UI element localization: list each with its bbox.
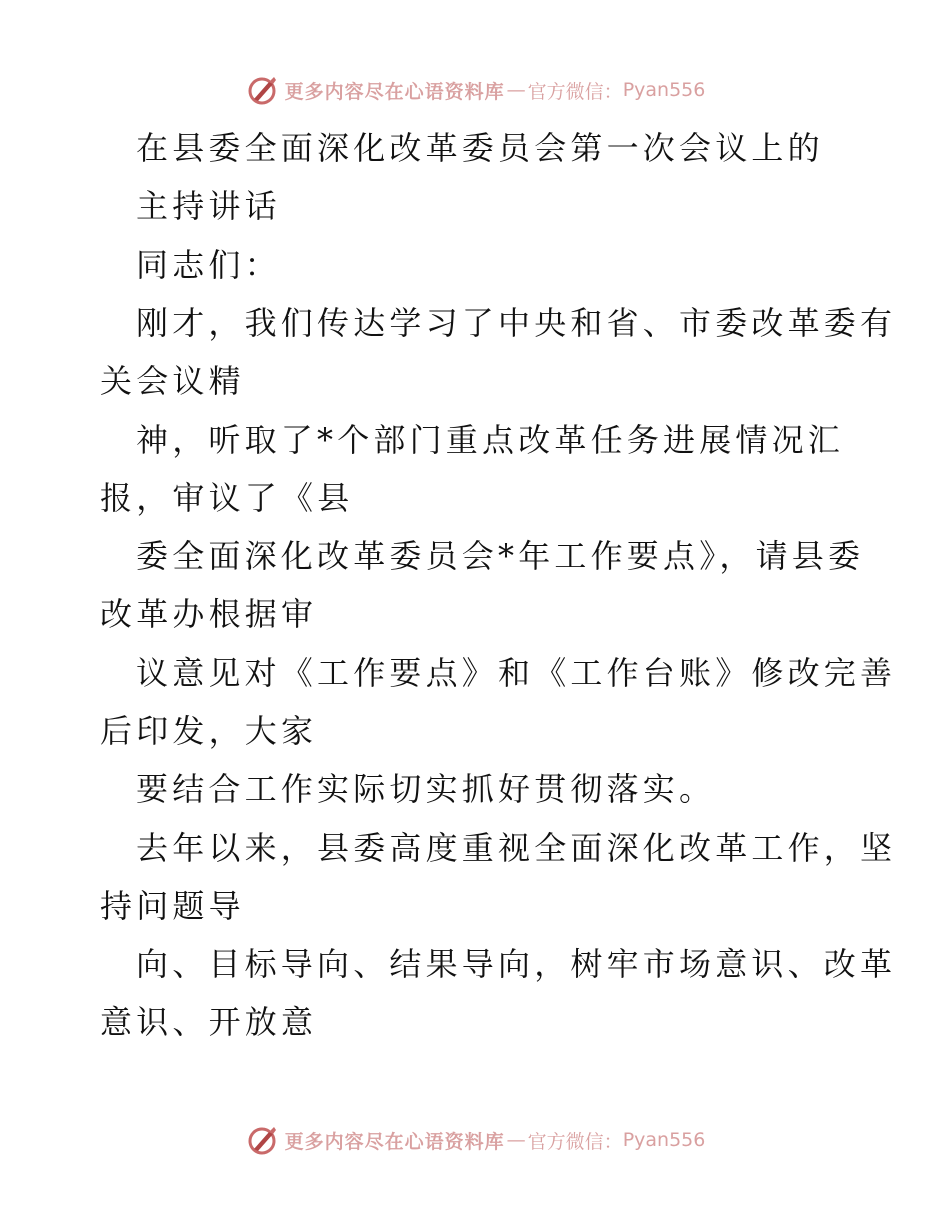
paragraph-line: 关会议精 [100,362,245,400]
paragraph-line: 神，听取了*个部门重点改革任务进展情况汇 [136,421,845,459]
paragraph-line: 向、目标导向、结果导向，树牢市场意识、改革 [136,945,897,983]
paragraph-line: 议意见对《工作要点》和《工作台账》修改完善 [136,654,897,692]
watermark-wechat-label: 官方微信： [527,80,623,103]
pen-logo-icon [245,1123,279,1157]
paragraph-line: 刚才，我们传达学习了中央和省、市委改革委有 [136,304,897,342]
watermark-wechat-id: Pyan556 [622,79,706,101]
paragraph-line: 持问题导 [100,887,245,925]
paragraph-line: 去年以来，县委高度重视全面深化改革工作，坚 [136,829,897,867]
watermark-separator: — [506,1129,526,1151]
paragraph-line: 委全面深化改革委员会*年工作要点》，请县委 [136,537,865,575]
paragraph-line: 改革办根据审 [100,595,318,633]
paragraph-line: 后印发，大家 [100,712,318,750]
watermark-text: 更多内容尽在心语资料库 [284,1130,505,1153]
watermark-banner-bottom [0,1120,950,1160]
pen-logo-icon [245,73,279,107]
document-title-line1: 在县委全面深化改革委员会第一次会议上的 [136,129,824,167]
watermark-wechat-id: Pyan556 [622,1129,706,1151]
watermark-text: 更多内容尽在心语资料库 [284,80,505,103]
watermark-wechat-label: 官方微信： [527,1130,623,1153]
paragraph-line: 报，审议了《县 [100,479,354,517]
document-title-line2: 主持讲话 [136,187,281,225]
watermark-separator: — [506,79,526,101]
paragraph-line: 要结合工作实际切实抓好贯彻落实。 [136,770,716,808]
watermark-banner-top [0,70,950,110]
salutation: 同志们： [136,246,281,284]
paragraph-line: 意识、开放意 [100,1003,318,1041]
